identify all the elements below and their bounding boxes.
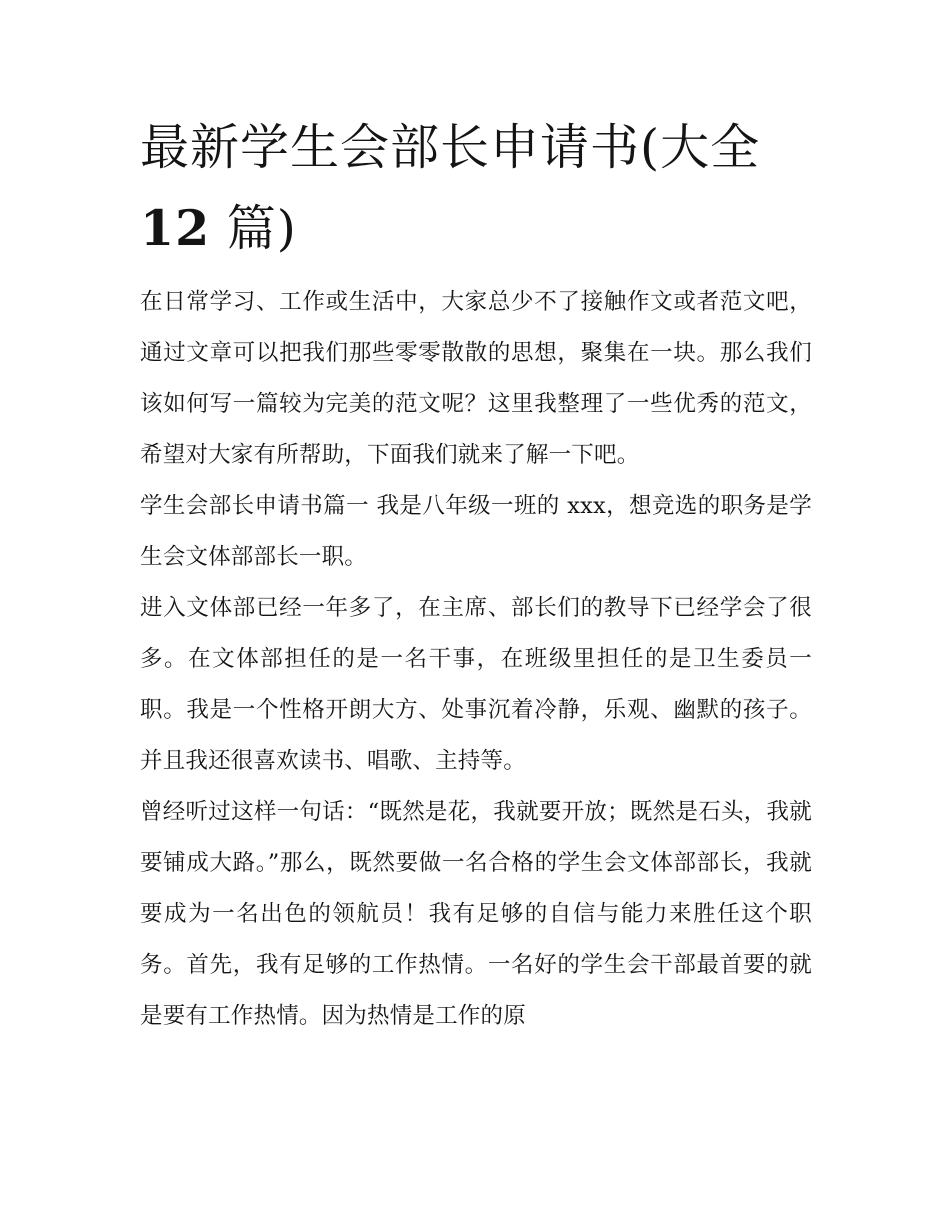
body-paragraph: 进入文体部已经一年多了，在主席、部长们的教导下已经学会了很多。在文体部担任的是一名干事，在班级里担任的是卫生委员一职。我是一个性格开朗大方、处事沉着冷静，乐观、幽默的孩子。并且我还很喜欢读书、唱歌、主持等。 bbox=[140, 595, 812, 774]
document-title bbox=[140, 108, 812, 269]
title-line-1: 最新学生会部长申请书(大全 bbox=[140, 119, 761, 176]
body-paragraph: 曾经听过这样一句话：“既然是花，我就要开放；既然是石头，我就要铺成大路。”那么，既然要做一名合格的学生会文体部部长，我就要成为一名出色的领航员！我有足够的自信与能力来胜任这个职务。首先，我有足够的工作热情。一名好的学生会干部最首要的就是要有工作热情。因为热情是工作的原 bbox=[140, 799, 812, 1029]
title-number: 12 bbox=[140, 199, 211, 257]
body-paragraph: 学生会部长申请书篇一 我是八年级一班的 xxx，想竞选的职务是学生会文体部部长一职。 bbox=[140, 493, 812, 570]
intro-paragraph: 在日常学习、工作或生活中，大家总少不了接触作文或者范文吧，通过文章可以把我们那些零零散散的思想，聚集在一块。那么我们该如何写一篇较为完美的范文呢？这里我整理了一些优秀的范文，希望对大家有所帮助，下面我们就来了解一下吧。 bbox=[140, 289, 812, 468]
title-line-2-rest: 篇) bbox=[210, 200, 297, 257]
document-page bbox=[140, 108, 812, 1042]
